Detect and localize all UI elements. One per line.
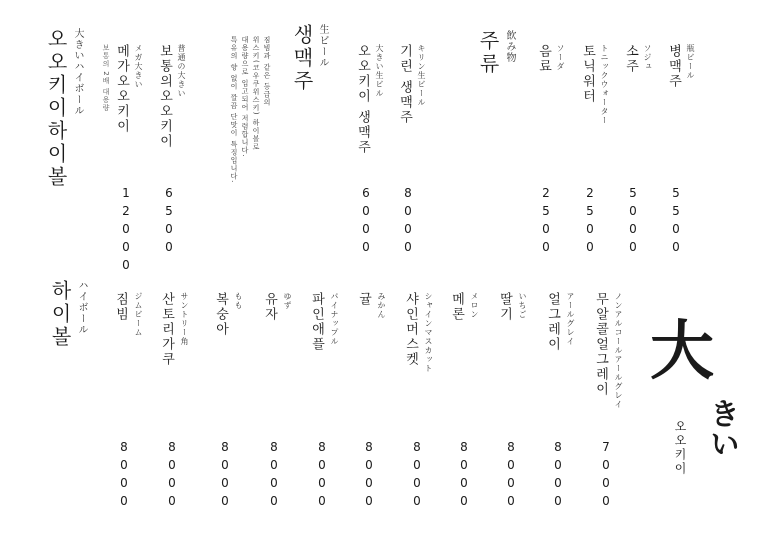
item-jp: ソーダ xyxy=(556,44,565,71)
logo-kana: きい xyxy=(704,398,739,458)
item-jp: トニックウォーター xyxy=(600,44,609,125)
item-price: 8000 xyxy=(267,440,281,512)
note-line: 짐빔과 같은 등급의 xyxy=(263,36,271,107)
item-ko: 소주 xyxy=(623,44,638,74)
lower-heading-ko: 하이볼 xyxy=(48,280,72,349)
item-price: 8000 xyxy=(401,186,415,258)
item-jp: ゆず xyxy=(283,292,292,310)
item-price: 8000 xyxy=(117,440,131,512)
item-jp: サントリー角 xyxy=(180,292,189,346)
item-jp: キリン生ビール xyxy=(417,44,426,107)
note-line: 위스키(코우쿠위스키) 하이볼로 xyxy=(252,36,260,151)
item-ko: 보통의오오키이 xyxy=(157,44,172,149)
item-jp: メロン xyxy=(470,292,479,319)
item-ko: 귤 xyxy=(356,292,371,307)
item-price: 8000 xyxy=(410,440,424,512)
item-jp: シャインマスカット xyxy=(424,292,433,373)
item-jp: 大きい生ビル xyxy=(375,44,384,98)
note-line: 특유의 향 없이 깔끔 단맛이 특징입니다. xyxy=(230,36,238,184)
item-price: 7000 xyxy=(599,440,613,512)
item-price: 6500 xyxy=(162,186,176,258)
item-ko: 메가오오키이 xyxy=(114,44,129,134)
item-price: 8000 xyxy=(362,440,376,512)
beer-heading-jp: 生ビール xyxy=(317,24,328,68)
item-jp: いちご xyxy=(518,292,527,319)
highball-heading-jp: 大きいハイボール xyxy=(72,28,83,116)
item-price: 8000 xyxy=(551,440,565,512)
item-price: 8000 xyxy=(504,440,518,512)
item-ko: 병맥주 xyxy=(666,44,681,89)
logo-kanji: 大 xyxy=(650,314,714,389)
item-ko: 메론 xyxy=(449,292,464,322)
item-jp: パイナップル xyxy=(330,292,339,346)
logo-korean: 오오키이 xyxy=(673,420,687,476)
item-price: 6000 xyxy=(359,186,373,258)
item-ko: 토닉워터 xyxy=(580,44,595,104)
highball-heading-ko: 오오키이하이볼 xyxy=(44,28,68,189)
item-ko: 무알콜얼그레이 xyxy=(593,292,608,397)
item-price: 2500 xyxy=(539,186,553,258)
item-jp: ソジュ xyxy=(643,44,652,71)
item-ko: 짐빔 xyxy=(113,292,128,322)
item-jp: 瓶ビール xyxy=(686,44,695,80)
item-ko: 샤인머스켓 xyxy=(403,292,418,367)
item-ko: 기린 생맥주 xyxy=(397,44,412,126)
item-price: 5000 xyxy=(626,186,640,258)
item-ko: 음료 xyxy=(536,44,551,74)
item-price: 2500 xyxy=(583,186,597,258)
item-price: 8000 xyxy=(165,440,179,512)
item-jp: 普通の大きい xyxy=(177,44,186,98)
item-note: 보통의 2배 대용량 xyxy=(102,44,110,112)
item-ko: 파인애플 xyxy=(309,292,324,352)
item-ko: 산토리가쿠 xyxy=(159,292,174,367)
item-ko: 오오키이 생맥주 xyxy=(355,44,370,156)
drinks-heading-ko: 주류 xyxy=(476,30,500,76)
item-price: 12000 xyxy=(119,186,133,276)
item-jp: メガ大きい xyxy=(134,44,143,89)
item-jp: ノンアルコールアールグレイ xyxy=(614,292,623,409)
item-jp: もも xyxy=(234,292,243,310)
item-ko: 유자 xyxy=(262,292,277,322)
item-price: 5500 xyxy=(669,186,683,258)
item-price: 8000 xyxy=(457,440,471,512)
item-price: 8000 xyxy=(218,440,232,512)
item-ko: 딸기 xyxy=(497,292,512,322)
lower-heading-jp: ハイボール xyxy=(76,280,87,335)
item-ko: 복숭아 xyxy=(213,292,228,337)
item-jp: ジムビーム xyxy=(134,292,143,337)
note-line: 대용량으로 입고되어 저렴합니다. xyxy=(241,36,249,158)
item-price: 8000 xyxy=(315,440,329,512)
item-jp: みかん xyxy=(377,292,386,319)
beer-heading-ko: 생맥주 xyxy=(290,24,314,93)
drinks-heading-jp: 飲み物 xyxy=(504,30,515,63)
item-jp: アールグレイ xyxy=(566,292,575,346)
item-ko: 얼그레이 xyxy=(545,292,560,352)
